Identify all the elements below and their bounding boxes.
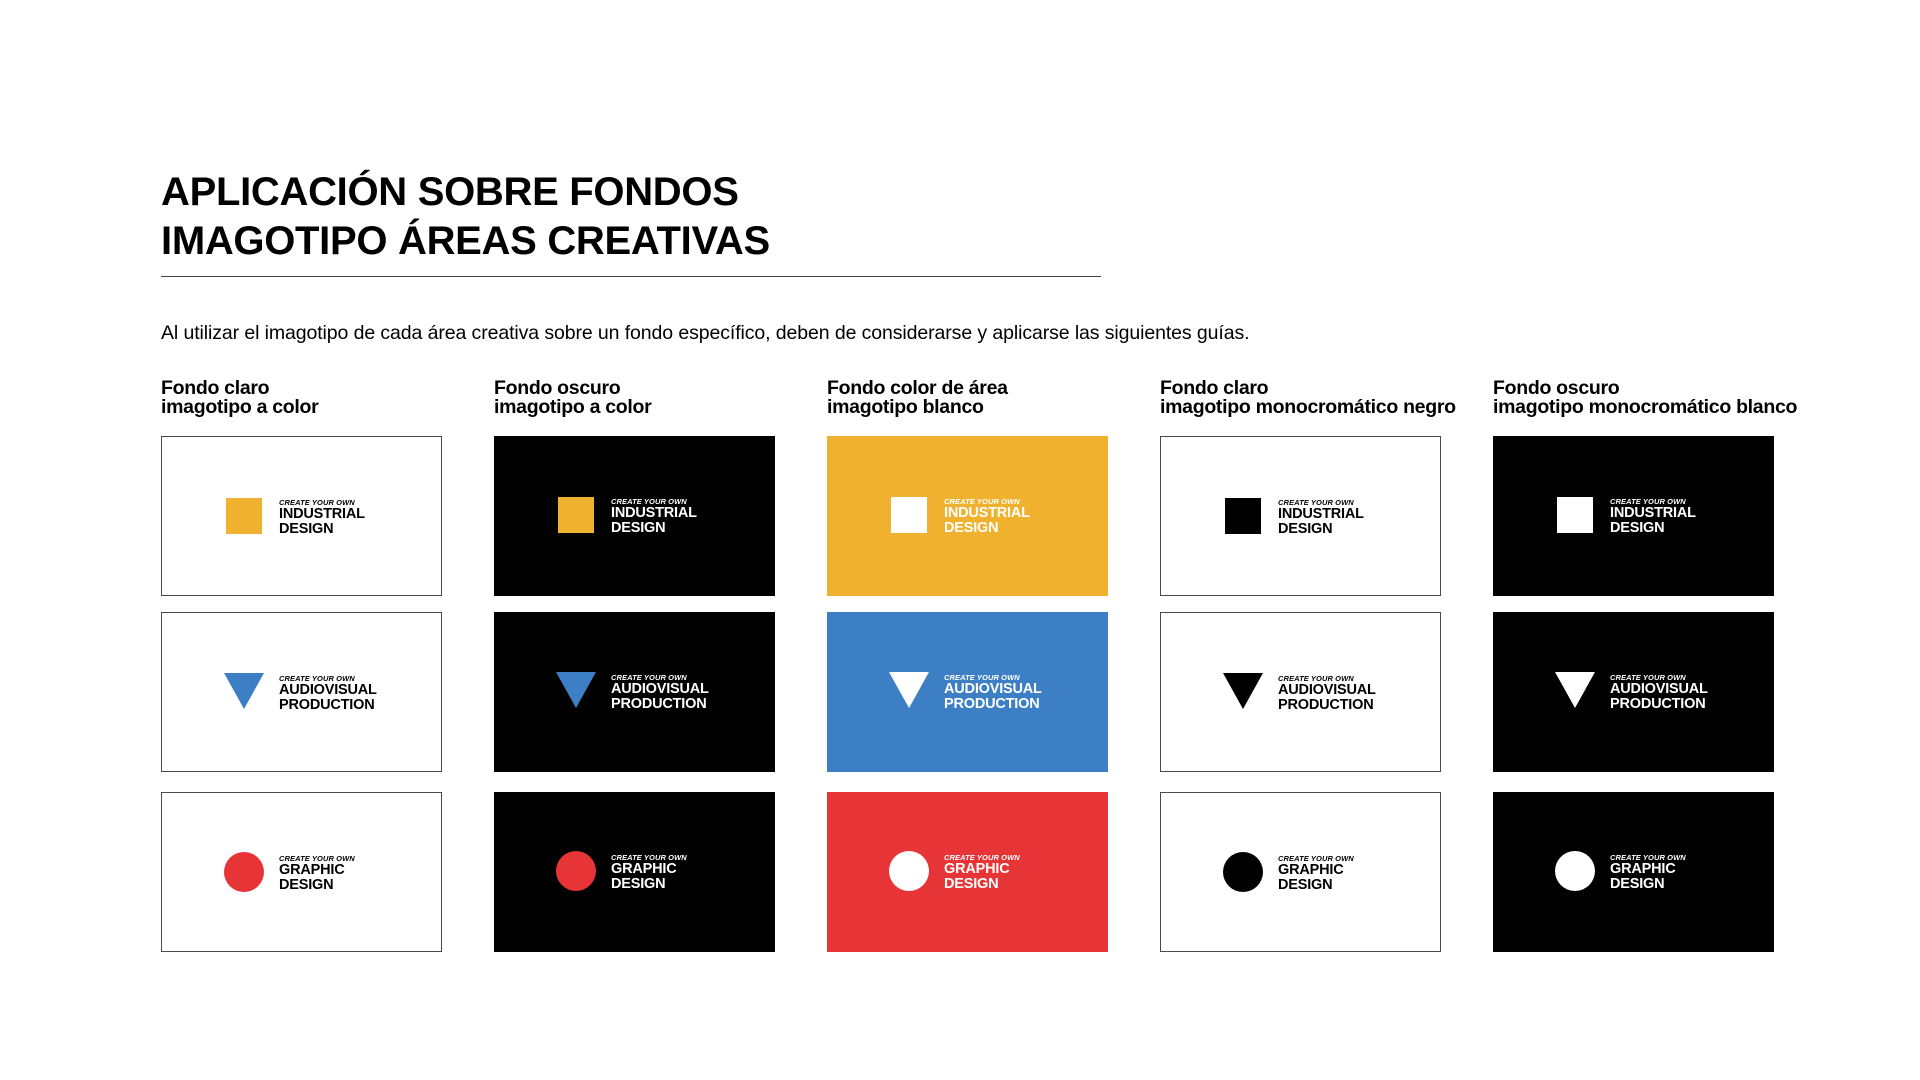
column-heading-line-1: Fondo claro: [161, 377, 270, 399]
intro-text: Al utilizar el imagotipo de cada área creativa sobre un fondo específico, deben de considerarse y aplicarse las siguientes guías.: [161, 322, 1250, 344]
title-divider: [161, 276, 1101, 277]
logo-name-line-2: PRODUCTION: [279, 696, 375, 713]
logo-tagline: CREATE YOUR OWN: [611, 853, 687, 862]
logo-wordmark: [1278, 674, 1376, 712]
logo-wordmark: [1278, 854, 1354, 892]
column-heading: [827, 379, 1127, 417]
column-heading: [1493, 377, 1798, 418]
logo-card: [1493, 792, 1774, 952]
circle-icon: [224, 852, 264, 892]
logo-name-line-1: INDUSTRIAL: [1610, 505, 1696, 521]
logo-tagline: CREATE YOUR OWN: [1610, 497, 1686, 506]
logo-tagline: CREATE YOUR OWN: [611, 673, 687, 682]
column-heading-line-1: Fondo oscuro: [494, 377, 621, 399]
logo-wordmark: [1610, 853, 1686, 891]
logo-name-line-2: DESIGN: [611, 519, 666, 536]
column-heading-line-1: Fondo oscuro: [1493, 377, 1620, 399]
triangle-icon: [1555, 671, 1595, 711]
logo-name-line-1: GRAPHIC: [1610, 861, 1676, 877]
page-title-line-2: IMAGOTIPO ÁREAS CREATIVAS: [161, 219, 770, 263]
square-icon: [556, 495, 596, 535]
column-heading: [161, 379, 461, 417]
logo-card: [494, 436, 775, 596]
logo-card: [494, 792, 775, 952]
column-5: [1493, 377, 1798, 892]
page-title-line-1: APLICACIÓN SOBRE FONDOS: [161, 170, 739, 214]
square-icon: [889, 495, 929, 535]
logo-name-line-2: DESIGN: [611, 875, 666, 892]
square-icon: [224, 496, 264, 536]
logo-name-line-1: AUDIOVISUAL: [944, 681, 1042, 697]
logo-wordmark: [944, 853, 1020, 891]
column-heading-line-1: Fondo claro: [1160, 377, 1269, 399]
circle-icon: [1223, 852, 1263, 892]
logo-card: [161, 612, 442, 772]
logo-name-line-2: DESIGN: [279, 876, 334, 893]
logo-name-line-1: AUDIOVISUAL: [1278, 682, 1376, 698]
logo-card: [494, 612, 775, 772]
column-1: [161, 377, 461, 893]
triangle-icon: [224, 672, 264, 712]
logo-tagline: CREATE YOUR OWN: [944, 853, 1020, 862]
logo-name-line-2: PRODUCTION: [1610, 695, 1706, 712]
logo-wordmark: [944, 673, 1042, 711]
logo-card: [1160, 792, 1441, 952]
logo-card: [1160, 436, 1441, 596]
logo-name-line-2: DESIGN: [944, 519, 999, 536]
logo-card: [1160, 612, 1441, 772]
triangle-icon: [889, 671, 929, 711]
column-3: [827, 377, 1127, 892]
logo-name-line-2: DESIGN: [279, 520, 334, 537]
logo-wordmark: [611, 497, 697, 535]
circle-icon: [1555, 851, 1595, 891]
logo-card: [1493, 436, 1774, 596]
circle-icon: [889, 851, 929, 891]
logo-card: [161, 436, 442, 596]
logo-name-line-1: INDUSTRIAL: [279, 506, 365, 522]
logo-wordmark: [1610, 497, 1696, 535]
logo-card: [827, 436, 1108, 596]
logo-name-line-1: INDUSTRIAL: [944, 505, 1030, 521]
column-heading-line-2: imagotipo blanco: [827, 396, 984, 418]
logo-name-line-1: GRAPHIC: [279, 862, 345, 878]
logo-tagline: CREATE YOUR OWN: [1278, 854, 1354, 863]
logo-wordmark: [611, 673, 709, 711]
logo-name-line-2: PRODUCTION: [1278, 696, 1374, 713]
logo-name-line-2: DESIGN: [1278, 876, 1333, 893]
logo-name-line-1: AUDIOVISUAL: [611, 681, 709, 697]
logo-tagline: CREATE YOUR OWN: [279, 498, 355, 507]
page-title: [161, 168, 770, 266]
logo-wordmark: [279, 674, 377, 712]
logo-name-line-1: GRAPHIC: [944, 861, 1010, 877]
square-icon: [1555, 495, 1595, 535]
column-heading-line-2: imagotipo a color: [494, 396, 652, 418]
logo-name-line-1: INDUSTRIAL: [1278, 506, 1364, 522]
logo-card: [161, 792, 442, 952]
column-heading-line-2: imagotipo monocromático negro: [1160, 396, 1456, 418]
column-heading: [494, 379, 794, 417]
column-heading: [1160, 379, 1460, 417]
column-4: [1160, 377, 1460, 893]
logo-name-line-2: DESIGN: [1610, 875, 1665, 892]
logo-tagline: CREATE YOUR OWN: [279, 674, 355, 683]
logo-name-line-2: DESIGN: [1278, 520, 1333, 537]
column-heading-line-1: Fondo color de área: [827, 377, 1008, 399]
logo-wordmark: [944, 497, 1030, 535]
logo-tagline: CREATE YOUR OWN: [944, 497, 1020, 506]
logo-wordmark: [279, 854, 355, 892]
logo-name-line-2: DESIGN: [1610, 519, 1665, 536]
logo-name-line-1: INDUSTRIAL: [611, 505, 697, 521]
logo-name-line-2: PRODUCTION: [944, 695, 1040, 712]
logo-wordmark: [1610, 673, 1708, 711]
logo-tagline: CREATE YOUR OWN: [1278, 674, 1354, 683]
logo-tagline: CREATE YOUR OWN: [1278, 498, 1354, 507]
logo-name-line-1: AUDIOVISUAL: [279, 682, 377, 698]
logo-wordmark: [611, 853, 687, 891]
logo-wordmark: [1278, 498, 1364, 536]
logo-card: [827, 792, 1108, 952]
circle-icon: [556, 851, 596, 891]
logo-name-line-2: DESIGN: [944, 875, 999, 892]
logo-wordmark: [279, 498, 365, 536]
column-2: [494, 377, 794, 892]
triangle-icon: [1223, 672, 1263, 712]
column-heading-line-2: imagotipo monocromático blanco: [1493, 396, 1798, 418]
logo-tagline: CREATE YOUR OWN: [944, 673, 1020, 682]
logo-tagline: CREATE YOUR OWN: [279, 854, 355, 863]
logo-tagline: CREATE YOUR OWN: [1610, 673, 1686, 682]
logo-card: [827, 612, 1108, 772]
logo-name-line-1: GRAPHIC: [1278, 862, 1344, 878]
column-heading-line-2: imagotipo a color: [161, 396, 319, 418]
triangle-icon: [556, 671, 596, 711]
logo-card: [1493, 612, 1774, 772]
logo-name-line-1: GRAPHIC: [611, 861, 677, 877]
logo-name-line-2: PRODUCTION: [611, 695, 707, 712]
square-icon: [1223, 496, 1263, 536]
logo-tagline: CREATE YOUR OWN: [611, 497, 687, 506]
logo-name-line-1: AUDIOVISUAL: [1610, 681, 1708, 697]
logo-tagline: CREATE YOUR OWN: [1610, 853, 1686, 862]
